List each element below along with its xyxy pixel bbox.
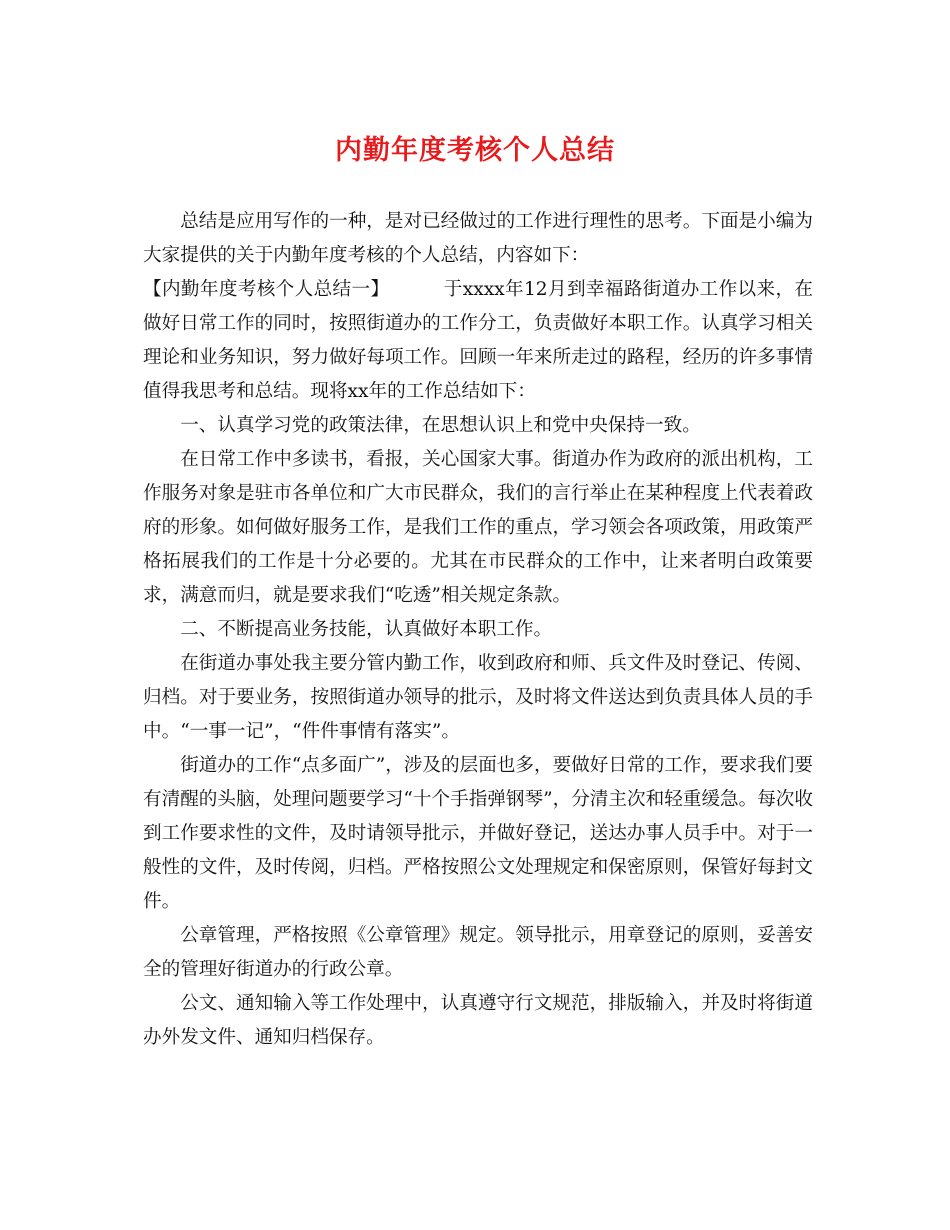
body-paragraph: 在日常工作中多读书，看报，关心国家大事。街道办作为政府的派出机构，工作服务对象是驻市各单位和广大市民群众，我们的言行举止在某种程度上代表着政府的形象。如何做好服务工作，是我们工作的重点，学习领会各项政策，用政策严格拓展我们的工作是十分必要的。尤其在市民群众的工作中，让来者明白政策要求，满意而归，就是要求我们“吃透”相关规定条款。 [143,449,813,606]
body-paragraph: 在街道办事处我主要分管内勤工作，收到政府和师、兵文件及时登记、传阅、归档。对于要业务，按照街道办领导的批示，及时将文件送达到负责具体人员的手中。“一事一记”，“件件事情有落实”。 [143,653,813,742]
intro-paragraph: 总结是应用写作的一种，是对已经做过的工作进行理性的思考。下面是小编为大家提供的关于内勤年度考核的个人总结，内容如下： [143,211,813,266]
body-paragraph: 街道办的工作“点多面广”，涉及的层面也多，要做好日常的工作，要求我们要有清醒的头脑，处理问题要学习“十个手指弹钢琴”，分清主次和轻重缓急。每次收到工作要求性的文件，及时请领导批示，并做好登记，送达办事人员手中。对于一般性的文件，及时传阅，归档。严格按照公文处理规定和保密原则，保管好每封文件。 [143,755,813,912]
document-title: 内勤年度考核个人总结 [335,135,615,166]
body-paragraph: 一、认真学习党的政策法律，在思想认识上和党中央保持一致。 [180,415,701,436]
document-body [143,205,813,1055]
body-paragraph: 二、不断提高业务技能，认真做好本职工作。 [180,619,553,640]
section-heading: 【内勤年度考核个人总结一】 [143,279,390,300]
body-paragraph: 公章管理，严格按照《公章管理》规定。领导批示，用章登记的原则，妥善安全的管理好街道办的行政公章。 [143,925,813,980]
section-first-paragraph [143,273,813,409]
body-paragraph: 公文、通知输入等工作处理中，认真遵守行文规范，排版输入，并及时将街道办外发文件、通知归档保存。 [143,993,813,1048]
section-first-text: 于xxxx年12月到幸福路街道办工作以来，在做好日常工作的同时，按照街道办的工作分工，负责做好本职工作。认真学习相关理论和业务知识，努力做好每项工作。回顾一年来所走过的路程，经历的许多事情值得我思考和总结。现将xx年的工作总结如下： [143,279,813,402]
